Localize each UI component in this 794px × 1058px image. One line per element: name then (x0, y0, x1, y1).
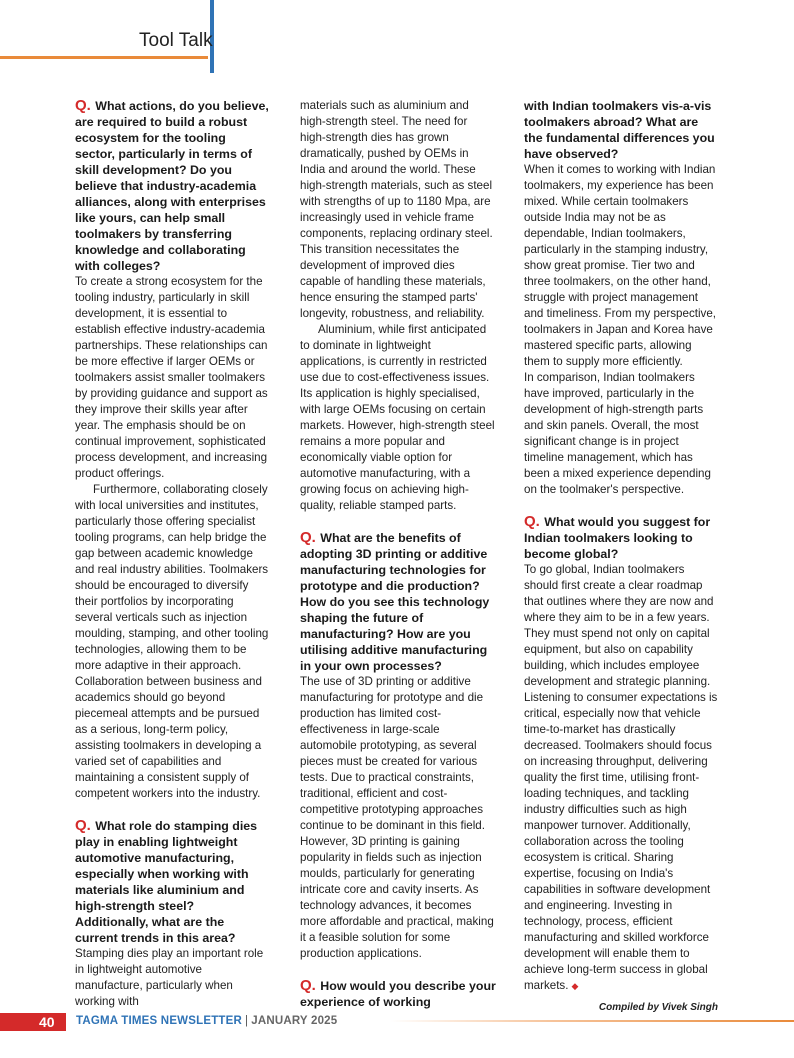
answer-3-paragraph-1: The use of 3D printing or additive manufacturing for prototype and die production has limited cost-effectiveness in large-scale automobile prototyping, as several pieces must be created for various tests. Due to practical constraints, traditional, efficient and cost-competitive prototyping approaches continue to be dominant in this field. However, 3D printing is gaining popularity in fields such as injection moulds, particularly for generating intricate core and cavity inserts. As technology advances, it becomes more affordable and practical, making it a feasible solution for some production applications. (300, 675, 494, 960)
question-5 (524, 514, 720, 562)
question-marker: Q. (300, 529, 316, 546)
question-4-start (300, 978, 496, 1010)
column-3 (524, 98, 720, 1016)
footer-rule (390, 1020, 794, 1022)
answer-4-paragraph-2: In comparison, Indian toolmakers have improved, particularly in the development of high-strength parts and skin panels. Overall, the most significant change is in project timeline management, which has been a mixed experience depending on the toolmaker's perspective. (524, 371, 711, 496)
column-2 (300, 98, 496, 1010)
question-1 (75, 98, 269, 274)
issue-date: JANUARY 2025 (251, 1015, 338, 1027)
answer-5-paragraph-1 (524, 562, 720, 994)
question-5-text: What would you suggest for Indian toolmakers looking to become global? (524, 515, 711, 561)
answer-2-paragraph-1-start: Stamping dies play an important role in lightweight automotive manufacture, particularly when working with (75, 947, 264, 1008)
question-4-text-start: How would you describe your experience of working (300, 979, 496, 1009)
author-credit: Compiled by Vivek Singh (598, 1002, 718, 1013)
question-3-text: What are the benefits of adopting 3D printing or additive manufacturing technologies for prototype and die production? How do you see this technology shaping the future of manufacturing? How are you utilising additive manufacturing in your own processes? (300, 531, 490, 673)
answer-1-paragraph-1: To create a strong ecosystem for the tooling industry, particularly in skill development, it is essential to establish effective industry-academia partnerships. These relationships can be more effective if larger OEMs or toolmakers assist smaller toolmakers by providing guidance and support as they improve their skills year after year. The emphasis should be on continual improvement, sophisticated process development, and increasing product offerings. (75, 275, 268, 480)
header-rule (0, 56, 208, 59)
publication-name: TAGMA TIMES NEWSLETTER (76, 1015, 243, 1027)
answer-1-paragraph-2: Furthermore, collaborating closely with local universities and institutes, particularly those offering specialist tooling programs, can help bridge the gap between academic knowledge and real industry abilities. Toolmakers should be encouraged to diversify their portfolios by incorporating several verticals such as injection moulding, stamping, and other tooling technologies, allowing them to be more adaptive in their approach. Collaboration between business and academics should go beyond piecemeal attempts and be pursued as a serious, long-term policy, assisting toolmakers in developing a varied set of capabilities and maintaining a consistent supply of competent workers into the industry. (75, 483, 269, 800)
answer-5-text: To go global, Indian toolmakers should first create a clear roadmap that outlines where they are now and where they aim to be in a few years. They must spend not only on capital equipment, but also on capability building, which includes employee development and strategic planning. Listening to consumer expectations is critical, especially now that vehicle time-to-market has drastically decreased. Toolmakers should focus on increasing throughput, delivering quality the first time, utilising front-loading techniques, and tackling industry difficulties such as high manpower turnover. Additionally, collaboration across the tooling ecosystem is critical. Sharing expertise, focusing on India's capabilities in software development and engineering. Investing in technology, process, efficient manufacturing and skilled workforce development will enable them to achieve long-term success in global markets. (524, 563, 718, 992)
question-1-text: What actions, do you believe, are required to build a robust ecosystem for the tooling sector, particularly in terms of skill development? Do you believe that industry-academia alliances, along with enterprises like yours, can help small toolmakers by transferring knowledge and collaborating with colleges? (75, 99, 269, 273)
answer-2-paragraph-2: Aluminium, while first anticipated to dominate in lightweight applications, is currently in restricted use due to cost-effectiveness issues. Its application is highly specialised, with large OEMs focusing on certain markets. However, high-strength steel remains a more popular and economically viable option for automotive manufacturing, with a growing focus on achieving high-quality, reliable stamped parts. (300, 323, 495, 512)
column-1 (75, 98, 269, 1010)
question-marker: Q. (75, 97, 91, 114)
question-marker: Q. (300, 977, 316, 994)
question-3 (300, 530, 496, 674)
question-4-cont: with Indian toolmakers vis-a-vis toolmakers abroad? What are the fundamental differences you have observed? (524, 99, 715, 161)
answer-2-paragraph-1-cont: materials such as aluminium and high-strength steel. The need for high-strength dies has grown dramatically, pushed by OEMs in India and around the world. These high-strength materials, such as steel with strengths of up to 1180 Mpa, are increasingly used in vehicle frame components, replacing ordinary steel. This transition necessitates the development of improved dies capable of handling these materials, hence ensuring the stamped parts' longevity, robustness, and reliability. (300, 99, 493, 320)
section-title: Tool Talk (139, 30, 213, 51)
page-number: 40 (39, 1014, 55, 1030)
page-number-box (0, 1013, 66, 1031)
question-marker: Q. (75, 817, 91, 834)
footer-publication (76, 1015, 337, 1027)
question-marker: Q. (524, 513, 540, 530)
footer-separator: | (245, 1015, 249, 1027)
end-mark-icon: ◆ (571, 981, 579, 991)
question-2-text: What role do stamping dies play in enabling lightweight automotive manufacturing, especially when working with materials like aluminium and high-strength steel? Additionally, what are the current trends in this area? (75, 819, 258, 945)
question-2 (75, 818, 269, 946)
answer-4-paragraph-1: When it comes to working with Indian toolmakers, my experience has been mixed. While certain toolmakers outside India may not be as dependable, Indian toolmakers, particularly in the stamping industry, show great promise. Tier two and three toolmakers, on the other hand, struggle with project management and timeliness. From my perspective, toolmakers in Japan and Korea have mastered specific parts, allowing them to supply more efficiently. (524, 163, 717, 368)
